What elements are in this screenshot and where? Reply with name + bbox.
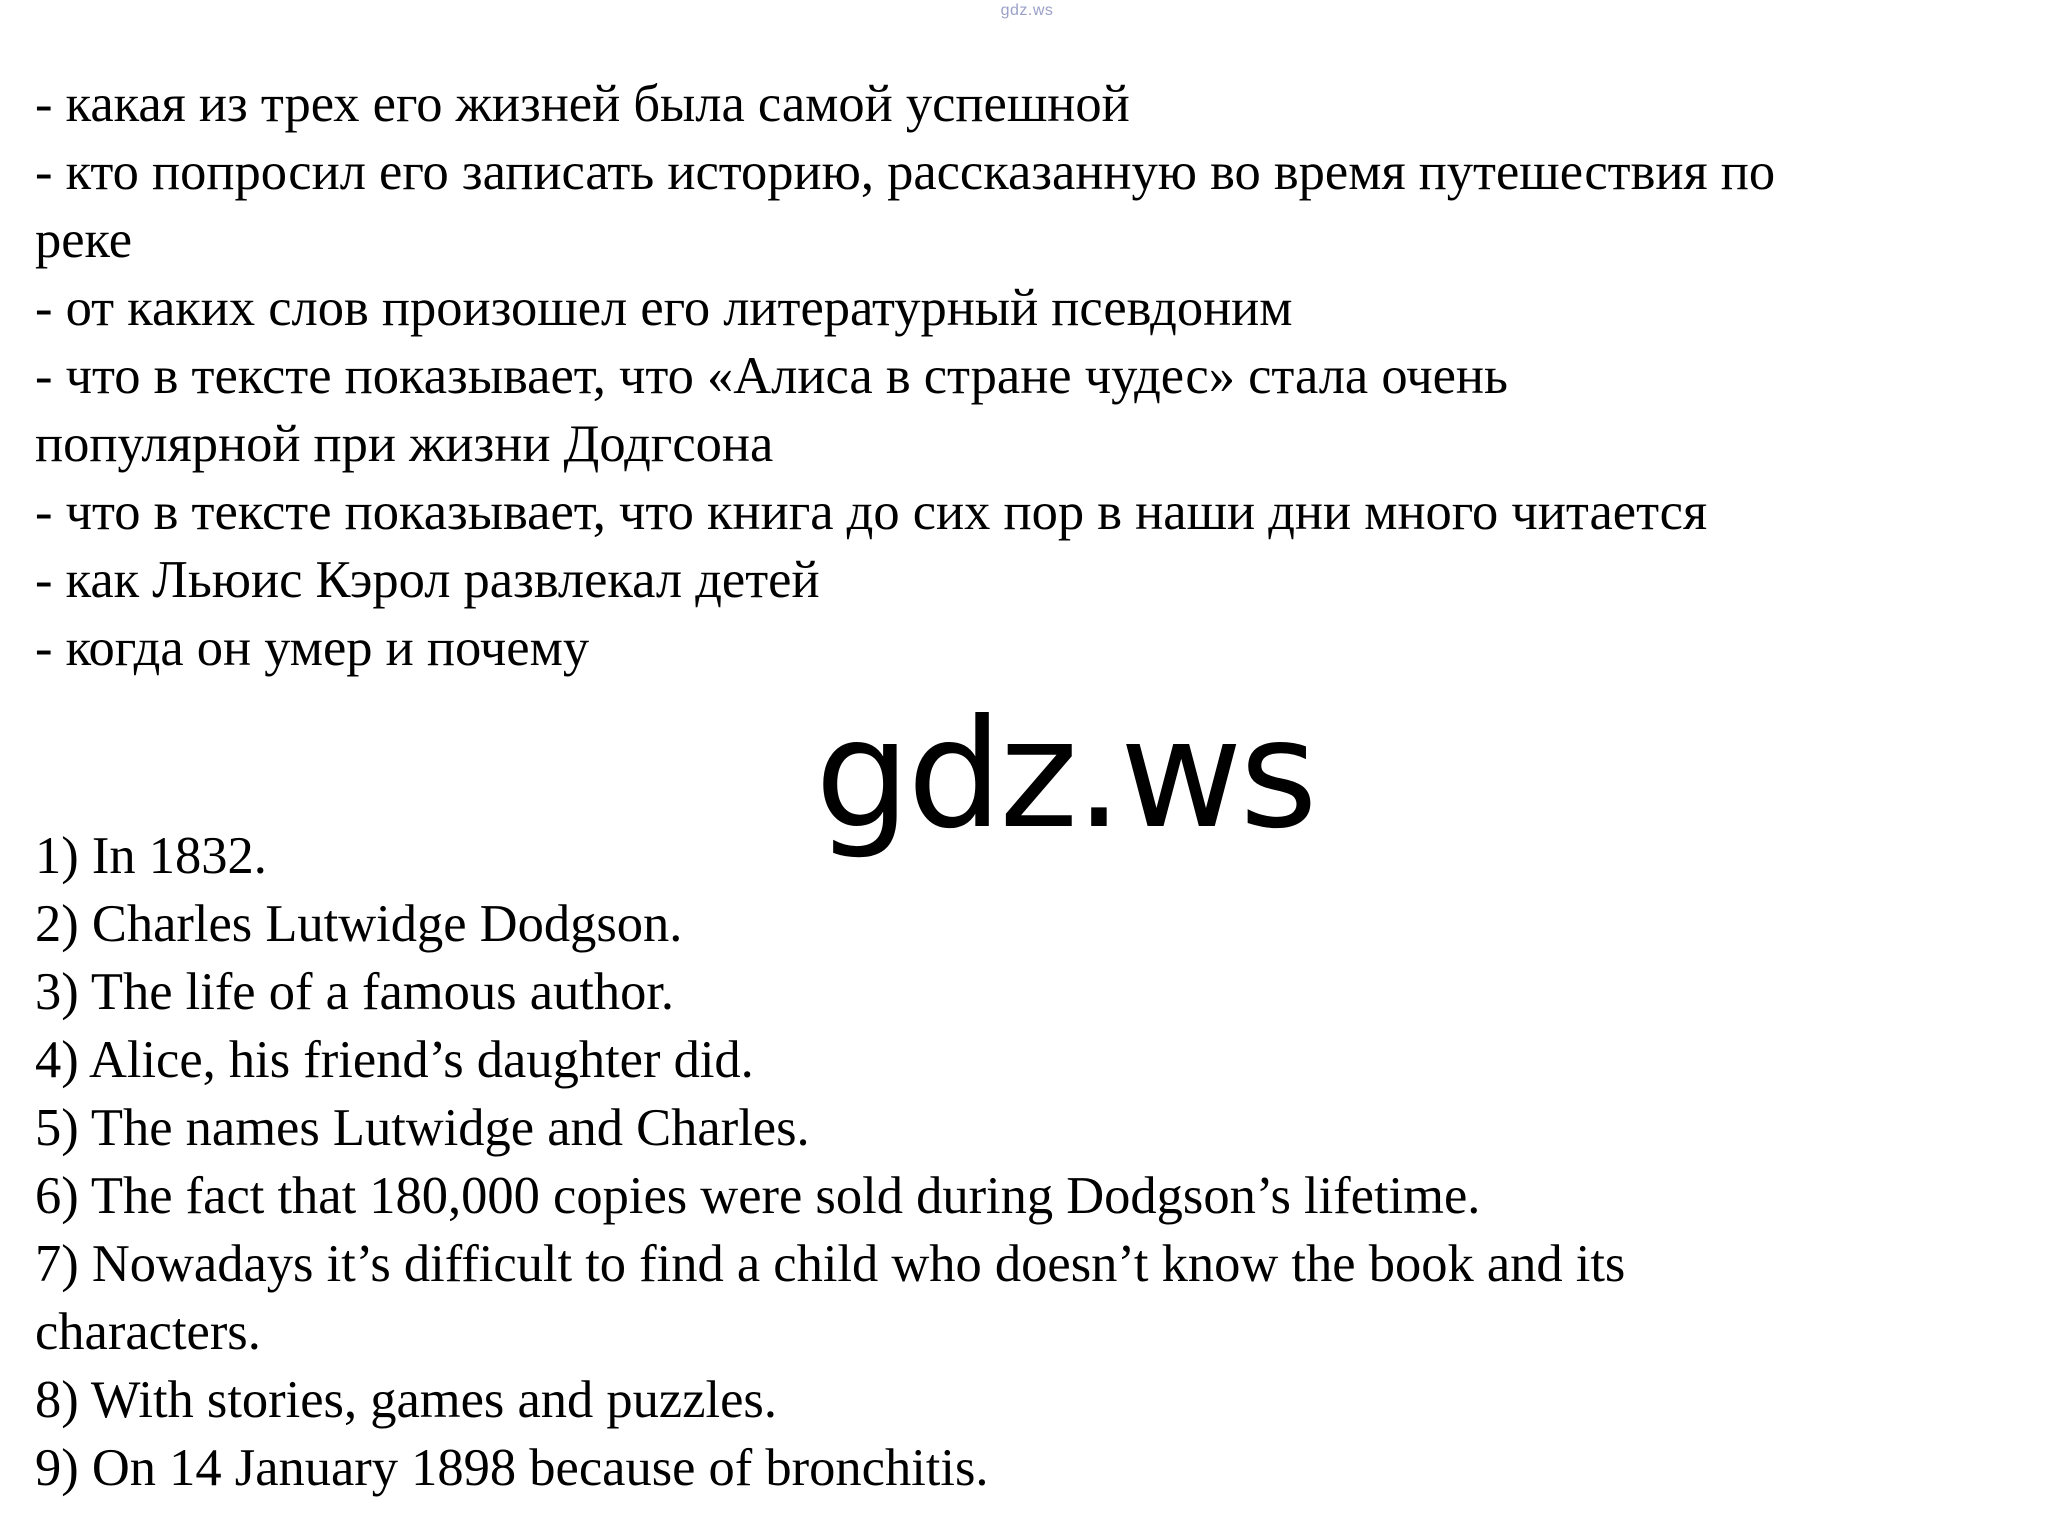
question-line: - что в тексте показывает, что книга до сих пор в наши дни много читается bbox=[35, 483, 1708, 541]
question-line: - какая из трех его жизней была самой успешной bbox=[35, 75, 1130, 133]
question-line: популярной при жизни Додгсона bbox=[35, 415, 774, 473]
answer-line: 3) The life of a famous author. bbox=[35, 963, 675, 1021]
top-watermark: gdz.ws bbox=[1000, 2, 1054, 19]
answers-block bbox=[35, 822, 2025, 1502]
answer-line: characters. bbox=[35, 1303, 261, 1361]
answer-line: 5) The names Lutwidge and Charles. bbox=[35, 1099, 810, 1157]
question-line: - как Льюис Кэрол развлекал детей bbox=[35, 551, 820, 609]
question-line: - что в тексте показывает, что «Алиса в стране чудес» стала очень bbox=[35, 347, 1508, 405]
answer-line: 4) Alice, his friend’s daughter did. bbox=[35, 1031, 754, 1089]
question-line: - от каких слов произошел его литературный псевдоним bbox=[35, 279, 1293, 337]
answer-line: 7) Nowadays it’s difficult to find a child who doesn’t know the book and its bbox=[35, 1235, 1626, 1293]
answer-line: 9) On 14 January 1898 because of bronchitis. bbox=[35, 1439, 989, 1497]
question-line: реке bbox=[35, 211, 133, 269]
question-line: - когда он умер и почему bbox=[35, 619, 590, 677]
brand-watermark: gdz.ws bbox=[815, 688, 1315, 862]
question-line: - кто попросил его записать историю, рассказанную во время путешествия по bbox=[35, 143, 1776, 201]
answer-line: 8) With stories, games and puzzles. bbox=[35, 1371, 777, 1429]
answer-line: 6) The fact that 180,000 copies were sold during Dodgson’s lifetime. bbox=[35, 1167, 1481, 1225]
answer-line: 1) In 1832. bbox=[35, 827, 267, 885]
questions-block bbox=[35, 70, 2025, 682]
answer-line: 2) Charles Lutwidge Dodgson. bbox=[35, 895, 683, 953]
